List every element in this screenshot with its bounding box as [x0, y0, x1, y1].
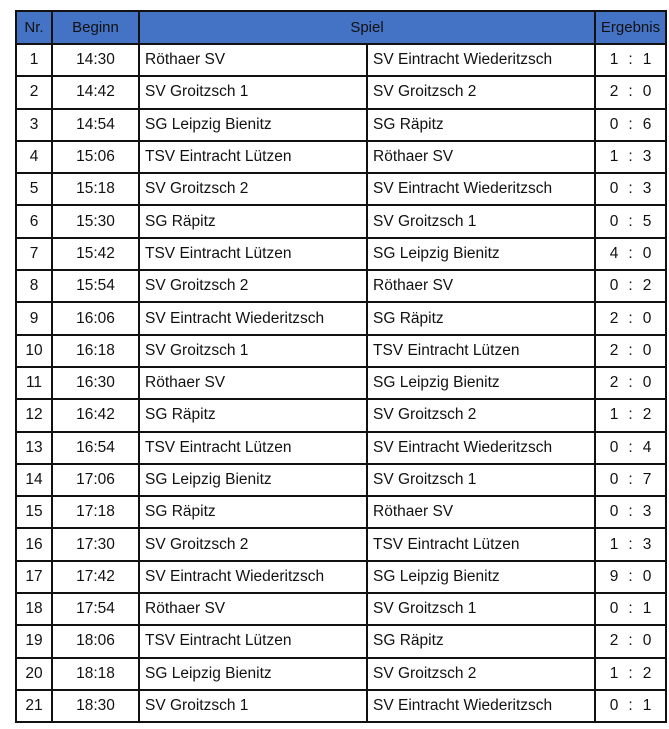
away-goals: 2: [642, 406, 652, 424]
home-goals: 1: [609, 51, 619, 69]
home-goals: 4: [609, 244, 619, 262]
match-number: 20: [16, 658, 52, 690]
start-time: 16:42: [52, 399, 139, 431]
match-number: 13: [16, 432, 52, 464]
away-goals: 1: [642, 51, 652, 69]
away-goals: 0: [642, 83, 652, 101]
match-number: 2: [16, 76, 52, 108]
match-number: 9: [16, 302, 52, 334]
home-goals: 0: [609, 438, 619, 456]
home-goals: 2: [609, 341, 619, 359]
table-row: [16, 141, 666, 173]
match-number: 12: [16, 399, 52, 431]
match-number: 18: [16, 593, 52, 625]
result-cell: [595, 109, 666, 141]
table-row: [16, 76, 666, 108]
match-number: 19: [16, 625, 52, 657]
away-team: SV Eintracht Wiederitzsch: [367, 44, 595, 76]
away-team: SG Leipzig Bienitz: [367, 238, 595, 270]
home-team: SG Räpitz: [139, 399, 367, 431]
away-team: SV Groitzsch 2: [367, 399, 595, 431]
score-separator: :: [628, 83, 633, 101]
home-goals: 9: [609, 567, 619, 585]
away-goals: 0: [642, 244, 652, 262]
match-number: 21: [16, 690, 52, 722]
away-goals: 2: [642, 277, 652, 295]
table-row: [16, 367, 666, 399]
away-goals: 0: [642, 632, 652, 650]
result-cell: [595, 690, 666, 722]
match-number: 8: [16, 270, 52, 302]
match-number: 5: [16, 173, 52, 205]
away-goals: 3: [642, 180, 652, 198]
result-cell: [595, 205, 666, 237]
home-team: TSV Eintracht Lützen: [139, 141, 367, 173]
match-number: 4: [16, 141, 52, 173]
schedule-container: [15, 10, 667, 723]
home-team: SV Groitzsch 1: [139, 76, 367, 108]
score-separator: :: [628, 277, 633, 295]
result-cell: [595, 496, 666, 528]
score-separator: :: [628, 697, 633, 715]
start-time: 16:30: [52, 367, 139, 399]
result-cell: [595, 593, 666, 625]
header-spiel: Spiel: [139, 11, 595, 44]
header-row: [16, 11, 666, 44]
header-ergebnis: Ergebnis: [595, 11, 666, 44]
match-number: 6: [16, 205, 52, 237]
away-goals: 7: [642, 471, 652, 488]
home-goals: 0: [609, 115, 619, 133]
score-separator: :: [628, 406, 633, 424]
home-goals: 0: [609, 212, 619, 230]
away-team: Röthaer SV: [367, 496, 595, 528]
result-cell: [595, 561, 666, 593]
away-team: TSV Eintracht Lützen: [367, 528, 595, 560]
home-team: SV Eintracht Wiederitzsch: [139, 561, 367, 593]
home-team: SV Groitzsch 2: [139, 270, 367, 302]
start-time: 16:54: [52, 432, 139, 464]
score-separator: :: [628, 212, 633, 230]
home-team: SG Räpitz: [139, 496, 367, 528]
home-goals: 0: [609, 600, 619, 618]
home-team: Röthaer SV: [139, 593, 367, 625]
result-cell: [595, 76, 666, 108]
score-separator: :: [628, 664, 633, 682]
match-number: 3: [16, 109, 52, 141]
match-number: 16: [16, 528, 52, 560]
away-team: SV Groitzsch 1: [367, 464, 595, 496]
home-goals: 0: [609, 471, 619, 488]
start-time: 17:42: [52, 561, 139, 593]
result-cell: [595, 464, 666, 496]
result-cell: [595, 399, 666, 431]
table-row: [16, 44, 666, 76]
start-time: 15:54: [52, 270, 139, 302]
table-row: [16, 593, 666, 625]
result-cell: [595, 302, 666, 334]
home-goals: 1: [609, 664, 619, 682]
header-beginn: Beginn: [52, 11, 139, 44]
score-separator: :: [628, 567, 633, 585]
result-cell: [595, 270, 666, 302]
home-team: SG Räpitz: [139, 205, 367, 237]
table-row: [16, 173, 666, 205]
away-team: SV Groitzsch 2: [367, 76, 595, 108]
result-cell: [595, 44, 666, 76]
score-separator: :: [628, 600, 633, 618]
home-team: TSV Eintracht Lützen: [139, 625, 367, 657]
match-number: 15: [16, 496, 52, 528]
home-goals: 0: [609, 180, 619, 198]
away-team: SG Räpitz: [367, 302, 595, 334]
home-team: SG Leipzig Bienitz: [139, 658, 367, 690]
match-number: 1: [16, 44, 52, 76]
score-separator: :: [628, 51, 633, 69]
start-time: 14:54: [52, 109, 139, 141]
home-team: SV Groitzsch 2: [139, 528, 367, 560]
table-row: [16, 658, 666, 690]
start-time: 17:18: [52, 496, 139, 528]
home-goals: 1: [609, 535, 619, 553]
home-team: SV Groitzsch 1: [139, 690, 367, 722]
away-team: SG Räpitz: [367, 109, 595, 141]
home-team: SG Leipzig Bienitz: [139, 464, 367, 496]
start-time: 16:18: [52, 335, 139, 367]
away-team: SG Leipzig Bienitz: [367, 561, 595, 593]
table-row: [16, 335, 666, 367]
away-goals: 2: [642, 664, 652, 682]
match-number: 14: [16, 464, 52, 496]
score-separator: :: [628, 180, 633, 198]
start-time: 17:54: [52, 593, 139, 625]
start-time: 17:30: [52, 528, 139, 560]
home-team: TSV Eintracht Lützen: [139, 432, 367, 464]
result-cell: [595, 528, 666, 560]
start-time: 16:06: [52, 302, 139, 334]
away-goals: 5: [642, 212, 652, 230]
away-goals: 3: [642, 148, 652, 166]
score-separator: :: [628, 438, 633, 456]
away-goals: 1: [642, 697, 652, 715]
table-row: [16, 432, 666, 464]
away-goals: 3: [642, 503, 652, 521]
away-goals: 3: [642, 535, 652, 553]
home-goals: 1: [609, 148, 619, 166]
away-goals: 1: [642, 600, 652, 618]
home-goals: 2: [609, 374, 619, 392]
start-time: 14:30: [52, 44, 139, 76]
table-row: [16, 496, 666, 528]
start-time: 15:42: [52, 238, 139, 270]
score-separator: :: [628, 503, 633, 521]
away-team: SV Groitzsch 1: [367, 205, 595, 237]
result-cell: [595, 658, 666, 690]
away-team: SV Eintracht Wiederitzsch: [367, 432, 595, 464]
home-team: SG Leipzig Bienitz: [139, 109, 367, 141]
home-goals: 0: [609, 503, 619, 521]
home-goals: 2: [609, 83, 619, 101]
result-cell: [595, 141, 666, 173]
result-cell: [595, 625, 666, 657]
table-row: [16, 561, 666, 593]
away-team: Röthaer SV: [367, 270, 595, 302]
result-cell: [595, 367, 666, 399]
match-number: 11: [16, 367, 52, 399]
table-row: [16, 528, 666, 560]
result-cell: [595, 335, 666, 367]
away-team: SG Leipzig Bienitz: [367, 367, 595, 399]
table-row: [16, 205, 666, 237]
home-team: TSV Eintracht Lützen: [139, 238, 367, 270]
home-goals: 0: [609, 697, 619, 715]
start-time: 18:18: [52, 658, 139, 690]
start-time: 15:06: [52, 141, 139, 173]
result-cell: [595, 432, 666, 464]
start-time: 15:30: [52, 205, 139, 237]
table-row: [16, 690, 666, 722]
table-row: [16, 270, 666, 302]
home-goals: 2: [609, 309, 619, 327]
start-time: 14:42: [52, 76, 139, 108]
start-time: 18:06: [52, 625, 139, 657]
home-team: SV Groitzsch 1: [139, 335, 367, 367]
result-cell: [595, 173, 666, 205]
away-goals: 0: [642, 309, 652, 327]
home-team: Röthaer SV: [139, 367, 367, 399]
match-number: 17: [16, 561, 52, 593]
score-separator: :: [628, 471, 633, 488]
score-separator: :: [628, 535, 633, 553]
table-row: [16, 625, 666, 657]
home-team: Röthaer SV: [139, 44, 367, 76]
table-row: [16, 464, 666, 496]
home-goals: 2: [609, 632, 619, 650]
score-separator: :: [628, 244, 633, 262]
score-separator: :: [628, 341, 633, 359]
result-cell: [595, 238, 666, 270]
away-goals: 4: [642, 438, 652, 456]
home-team: SV Groitzsch 2: [139, 173, 367, 205]
away-team: Röthaer SV: [367, 141, 595, 173]
away-team: SG Räpitz: [367, 625, 595, 657]
header-nr: Nr.: [16, 11, 52, 44]
table-row: [16, 109, 666, 141]
start-time: 17:06: [52, 464, 139, 496]
score-separator: :: [628, 309, 633, 327]
score-separator: :: [628, 632, 633, 650]
match-number: 7: [16, 238, 52, 270]
home-goals: 1: [609, 406, 619, 424]
away-goals: 6: [642, 115, 652, 133]
home-team: SV Eintracht Wiederitzsch: [139, 302, 367, 334]
score-separator: :: [628, 374, 633, 392]
match-number: 10: [16, 335, 52, 367]
score-separator: :: [628, 148, 633, 166]
away-goals: 0: [642, 374, 652, 392]
score-separator: :: [628, 115, 633, 133]
away-goals: 0: [642, 567, 652, 585]
match-schedule-table: [15, 10, 667, 723]
away-team: SV Eintracht Wiederitzsch: [367, 690, 595, 722]
start-time: 15:18: [52, 173, 139, 205]
away-team: TSV Eintracht Lützen: [367, 335, 595, 367]
away-goals: 0: [642, 341, 652, 359]
away-team: SV Groitzsch 1: [367, 593, 595, 625]
table-row: [16, 302, 666, 334]
table-row: [16, 399, 666, 431]
away-team: SV Eintracht Wiederitzsch: [367, 173, 595, 205]
start-time: 18:30: [52, 690, 139, 722]
home-goals: 0: [609, 277, 619, 295]
away-team: SV Groitzsch 2: [367, 658, 595, 690]
table-row: [16, 238, 666, 270]
